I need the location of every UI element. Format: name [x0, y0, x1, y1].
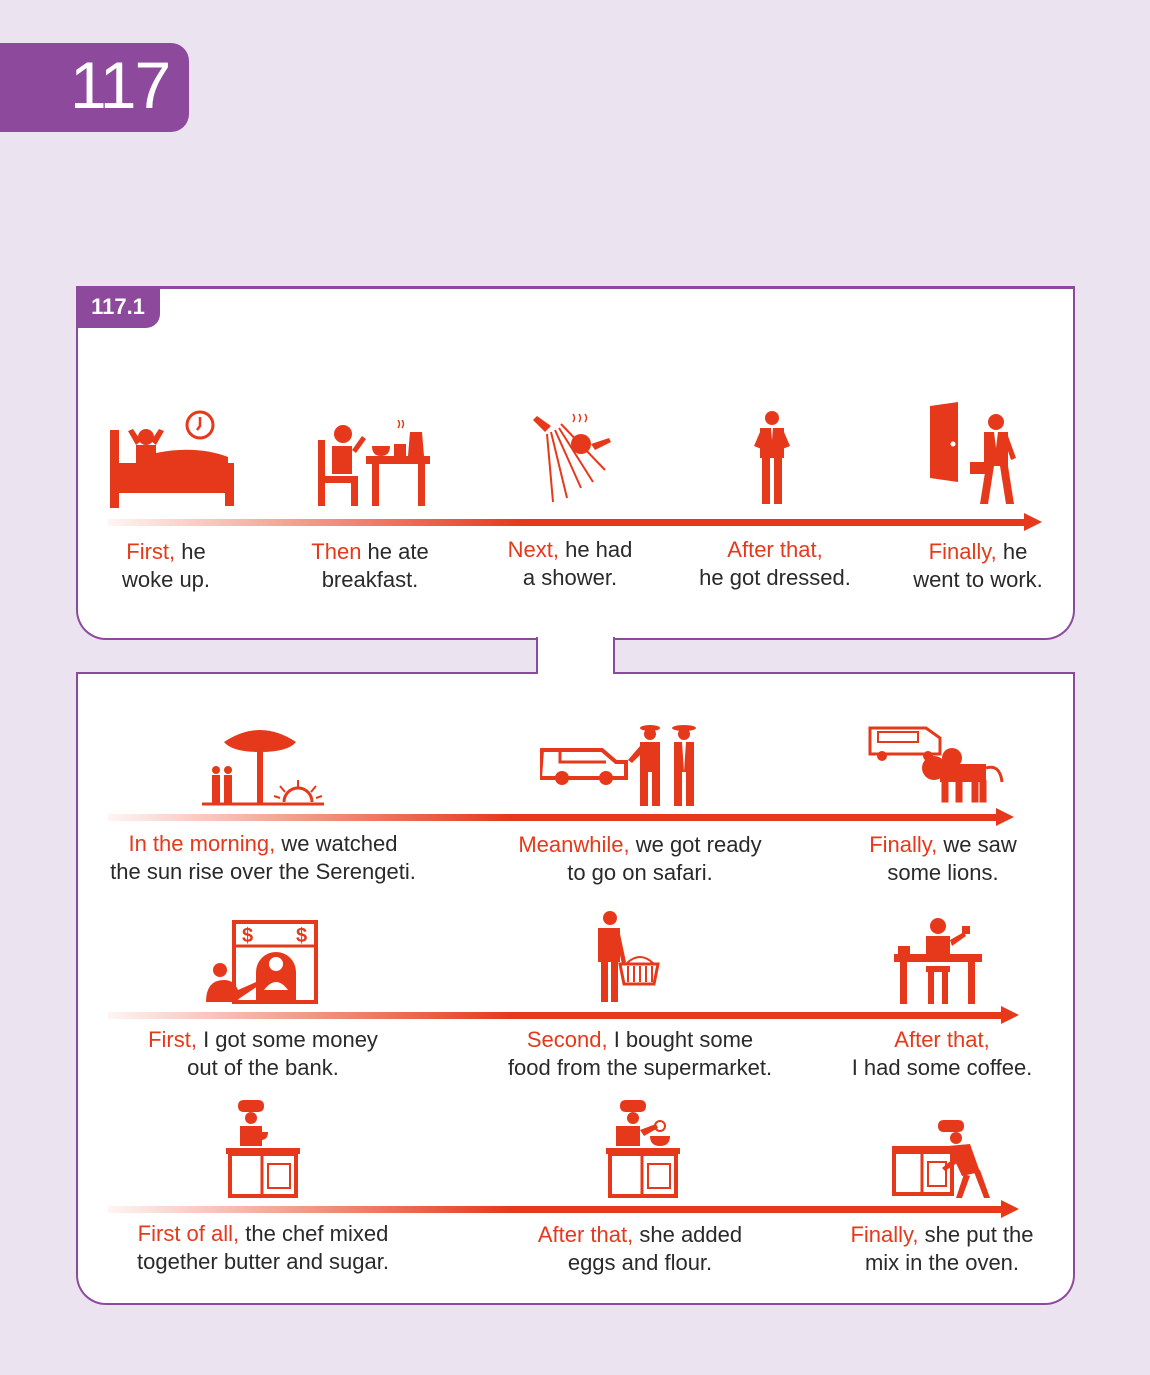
safari-jeep-icon	[540, 720, 700, 808]
unit-number: 117	[70, 48, 170, 122]
breakfast-icon	[316, 420, 434, 508]
timeline-arrow-top	[108, 519, 1026, 526]
timeline-arrow-row3	[108, 1206, 1003, 1213]
caption-top-1	[78, 538, 254, 594]
coffee-table-icon	[892, 914, 984, 1006]
caption-text: I got some money	[196, 1027, 378, 1052]
caption-text-line2: woke up.	[121, 567, 211, 592]
caption-text: the chef mixed	[239, 1221, 389, 1246]
caption-text: we got ready	[629, 832, 762, 857]
caption-row2-1	[118, 1026, 408, 1082]
shopping-basket-icon	[596, 910, 662, 1004]
caption-text-line2: went to work.	[913, 567, 1043, 592]
timeline-arrow-row1	[108, 814, 998, 821]
caption-top-5	[888, 538, 1068, 594]
sequence-word: After that,	[727, 537, 823, 562]
svg-text:$: $	[296, 925, 308, 947]
caption-row2-2	[478, 1026, 802, 1082]
caption-row1-3	[838, 831, 1048, 887]
sequence-word: Second,	[526, 1027, 608, 1052]
chef-mixing-icon	[224, 1098, 302, 1198]
caption-text-line2: to go on safari.	[567, 860, 713, 885]
dressing-icon	[752, 410, 792, 506]
caption-top-3	[482, 536, 658, 592]
caption-top-2	[282, 538, 458, 594]
caption-text-line2: out of the bank.	[187, 1055, 339, 1080]
caption-text: he	[996, 539, 1028, 564]
caption-row2-3	[832, 1026, 1052, 1082]
caption-text: he	[175, 539, 206, 564]
chef-adding-icon	[604, 1098, 682, 1198]
caption-text-line2: eggs and flour.	[567, 1250, 713, 1275]
sequence-word: Finally,	[850, 1222, 919, 1247]
panel-connector	[536, 637, 615, 675]
bank-teller-icon	[204, 920, 320, 1004]
caption-row3-3	[832, 1221, 1052, 1277]
caption-text-line2: food from the supermarket.	[507, 1055, 773, 1080]
caption-text-line2: mix in the oven.	[864, 1250, 1020, 1275]
sequence-word: Next,	[507, 537, 559, 562]
sunrise-tree-icon	[200, 724, 328, 808]
caption-top-4	[680, 536, 870, 592]
caption-text: we watched	[275, 831, 398, 856]
caption-text: he had	[558, 537, 633, 562]
caption-text-line2: the sun rise over the Serengeti.	[110, 859, 416, 884]
sequence-word: Finally,	[869, 832, 938, 857]
panel-bottom-border-left	[76, 672, 538, 674]
chef-oven-icon	[890, 1116, 994, 1200]
caption-text-line2: some lions.	[887, 860, 999, 885]
door-commuter-icon	[928, 402, 1028, 507]
shower-icon	[533, 410, 613, 505]
caption-text-line2: together butter and sugar.	[137, 1249, 389, 1274]
bed-alarm-icon	[108, 405, 238, 510]
sequence-word: After that,	[894, 1027, 990, 1052]
exercise-label: 117.1	[76, 286, 160, 328]
sequence-word: First of all,	[137, 1221, 240, 1246]
caption-row1-2	[480, 831, 800, 887]
caption-text-line2: I had some coffee.	[851, 1055, 1033, 1080]
caption-text: she added	[633, 1222, 743, 1247]
caption-text: we saw	[937, 832, 1017, 857]
caption-text-line2: a shower.	[522, 565, 618, 590]
timeline-arrow-row2	[108, 1012, 1003, 1019]
svg-text:$: $	[242, 925, 254, 947]
sequence-word: Then	[311, 539, 362, 564]
sequence-word: Meanwhile,	[518, 832, 630, 857]
panel-top-border	[76, 286, 1075, 289]
caption-text: he ate	[361, 539, 429, 564]
sequence-word: In the morning,	[128, 831, 276, 856]
lions-icon	[868, 724, 1008, 804]
sequence-word: First,	[126, 539, 176, 564]
caption-row3-1	[102, 1220, 424, 1276]
sequence-word: After that,	[537, 1222, 634, 1247]
caption-text-line2: breakfast.	[321, 567, 419, 592]
unit-number-tab	[0, 43, 189, 132]
sequence-word: First,	[148, 1027, 197, 1052]
caption-text: I bought some	[607, 1027, 754, 1052]
sequence-word: Finally,	[928, 539, 997, 564]
caption-row1-1	[88, 830, 438, 886]
panel-bottom-border-right	[613, 672, 1075, 674]
caption-text: she put the	[918, 1222, 1034, 1247]
caption-row3-2	[500, 1221, 780, 1277]
caption-text-line2: he got dressed.	[699, 565, 851, 590]
